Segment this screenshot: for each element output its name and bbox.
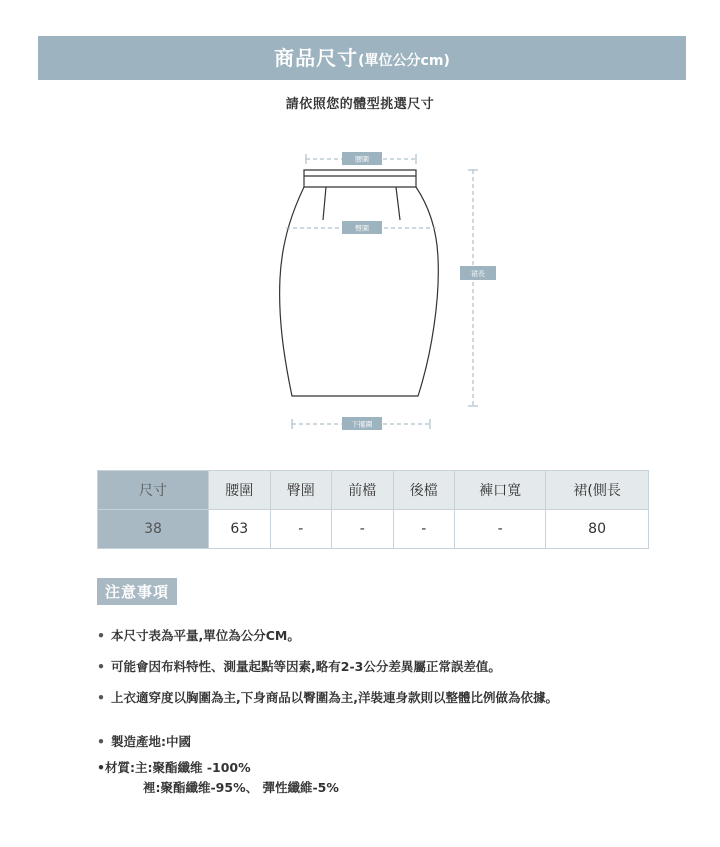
table-cell: 63 [209,510,271,549]
list-item [97,657,501,675]
material-lining: 裡:聚酯纖维-95%、 彈性纖維-5% [143,780,339,795]
banner-unit: (單位公分cm) [358,53,450,69]
origin-text: 製造產地:中國 [111,734,191,749]
header-cell: 前檔 [332,471,394,510]
hip-label: 臀圍 [355,224,369,233]
size-cell: 38 [98,510,209,549]
waist-guide [306,152,416,165]
bullet-icon: • [97,628,105,643]
note-text: 本尺寸表為平量,單位為公分CM。 [111,628,300,643]
table-cell: 80 [546,510,649,549]
header-cell: 尺寸 [98,471,209,510]
notice-title: 注意事項 [97,578,177,605]
subtitle: 請依照您的體型挑選尺寸 [285,97,435,112]
banner-title: 商品尺寸 [274,46,359,70]
list-item [97,688,558,706]
bullet-icon: • [97,734,105,749]
header-cell: 裙(側長 [546,471,649,510]
size-banner [38,36,686,80]
size-table [97,470,649,549]
table-row [98,510,649,549]
waist-label: 腰圍 [355,155,369,164]
material-block [97,758,339,798]
skirt-diagram [270,148,500,440]
hem-guide [292,417,430,430]
bullet-icon: • [97,760,105,775]
table-cell: - [332,510,394,549]
header-cell: 臀圍 [270,471,332,510]
note-text: 可能會因布料特性、測量起點等因素,略有2-3公分差異屬正常誤差值。 [111,659,501,674]
header-cell: 後檔 [393,471,455,510]
header-cell: 褲口寬 [455,471,546,510]
list-item [97,626,300,644]
table-cell: - [393,510,455,549]
length-guide [460,170,496,406]
bullet-icon: • [97,659,105,674]
hip-guide [286,221,436,234]
table-header-row [98,471,649,510]
skirt-outline [280,170,439,396]
list-item [97,732,191,750]
material-main: 主:聚酯纖维 -100% [135,760,251,775]
note-text: 上衣適穿度以胸圍為主,下身商品以臀圍為主,洋裝連身款則以整體比例做為依據。 [111,690,558,705]
table-cell: - [455,510,546,549]
material-label: 材質: [105,760,135,775]
header-cell: 腰圍 [209,471,271,510]
length-label: 裙長 [471,270,485,278]
hem-label: 下擺圍 [351,420,373,429]
table-cell: - [270,510,332,549]
bullet-icon: • [97,690,105,705]
